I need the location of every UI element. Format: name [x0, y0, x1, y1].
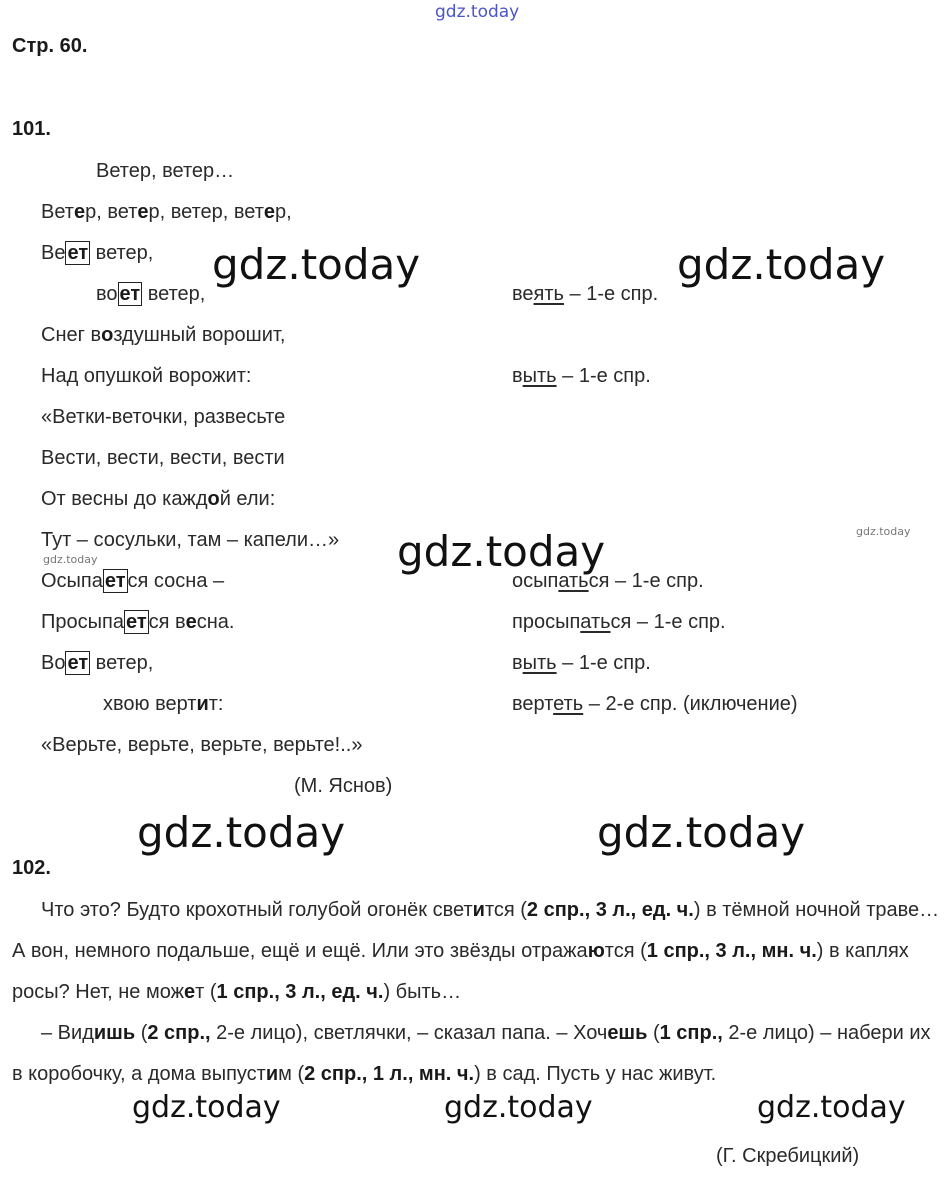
watermark: gdz.today [212, 240, 421, 289]
watermark: gdz.today [677, 240, 886, 289]
watermark-top: gdz.today [435, 2, 520, 22]
poem-line: Просыпа ет ся весна. [41, 611, 235, 633]
poem-author: (М. Яснов) [294, 775, 393, 797]
ending-box: ет [67, 242, 89, 264]
text-paragraph: Что это? Будто крохотный голубой огонёк светится (2 спр., 3 л., ед. ч.) в тёмной ночной траве… А вон, немного подальше, ещё и ещё. Или это звёзды отражаются (1 спр., 3 л., мн. ч.) в каплях росы? Нет, не может (1 спр., 3 л., ед. ч.) быть… – Видишь (2 спр., 2-е лицо), светлячки, – сказал папа. – Хочешь (1 спр., 2-е лицо) – набери их в коробочку, а дома выпустим (2 спр., 1 л., мн. ч.) в сад. Пусть у нас живут. [12, 899, 940, 1085]
poem-line: От весны до каждой ели: [41, 488, 276, 510]
poem-line: Ве ет ветер, [41, 242, 154, 264]
poem-line: Над опушкой ворожит: [41, 365, 252, 387]
watermark: gdz.today [397, 527, 606, 576]
verb-note: веять – 1-е спр. [512, 283, 659, 305]
watermark-small: gdz.today [856, 525, 911, 538]
poem-line: Вести, вести, вести, вести [41, 447, 285, 469]
poem-line: Снег воздушный ворошит, [41, 324, 286, 346]
exercise-number-102: 102. [12, 857, 51, 879]
watermark: gdz.today [132, 1090, 281, 1125]
poem-title: Ветер, ветер… [96, 160, 235, 182]
watermark: gdz.today [597, 808, 806, 857]
verb-note: вертеть – 2-е спр. (иключение) [512, 693, 798, 715]
exercise-number-101: 101. [12, 118, 51, 140]
poem-line: во ет ветер, [96, 283, 206, 305]
page-reference: Стр. 60. [12, 35, 88, 57]
verb-note: просыпаться – 1-е спр. [512, 611, 726, 633]
poem-line: «Ветки-веточки, развесьте [41, 406, 286, 428]
poem-line: Тут – сосульки, там – капели…» [41, 529, 340, 551]
verb-note: выть – 1-е спр. [512, 365, 651, 387]
ending-box: ет [125, 611, 147, 633]
poem-line: Во ет ветер, [41, 652, 154, 674]
verb-note: выть – 1-е спр. [512, 652, 651, 674]
poem-line: Ветер, ветер, ветер, ветер, [41, 201, 292, 223]
ending-box: ет [67, 652, 89, 674]
verb-note: осыпаться – 1-е спр. [512, 570, 704, 592]
watermark: gdz.today [444, 1090, 593, 1125]
poem-line: хвою вертит: [103, 693, 224, 715]
watermark-small: gdz.today [43, 553, 98, 566]
poem-line: «Верьте, верьте, верьте, верьте!..» [41, 734, 363, 756]
watermark: gdz.today [757, 1090, 906, 1125]
poem-line: Осыпа ет ся сосна – [41, 570, 225, 592]
ending-box: ет [104, 570, 126, 592]
text-author: (Г. Скребицкий) [716, 1145, 860, 1167]
ending-box: ет [119, 283, 141, 305]
watermark: gdz.today [137, 808, 346, 857]
